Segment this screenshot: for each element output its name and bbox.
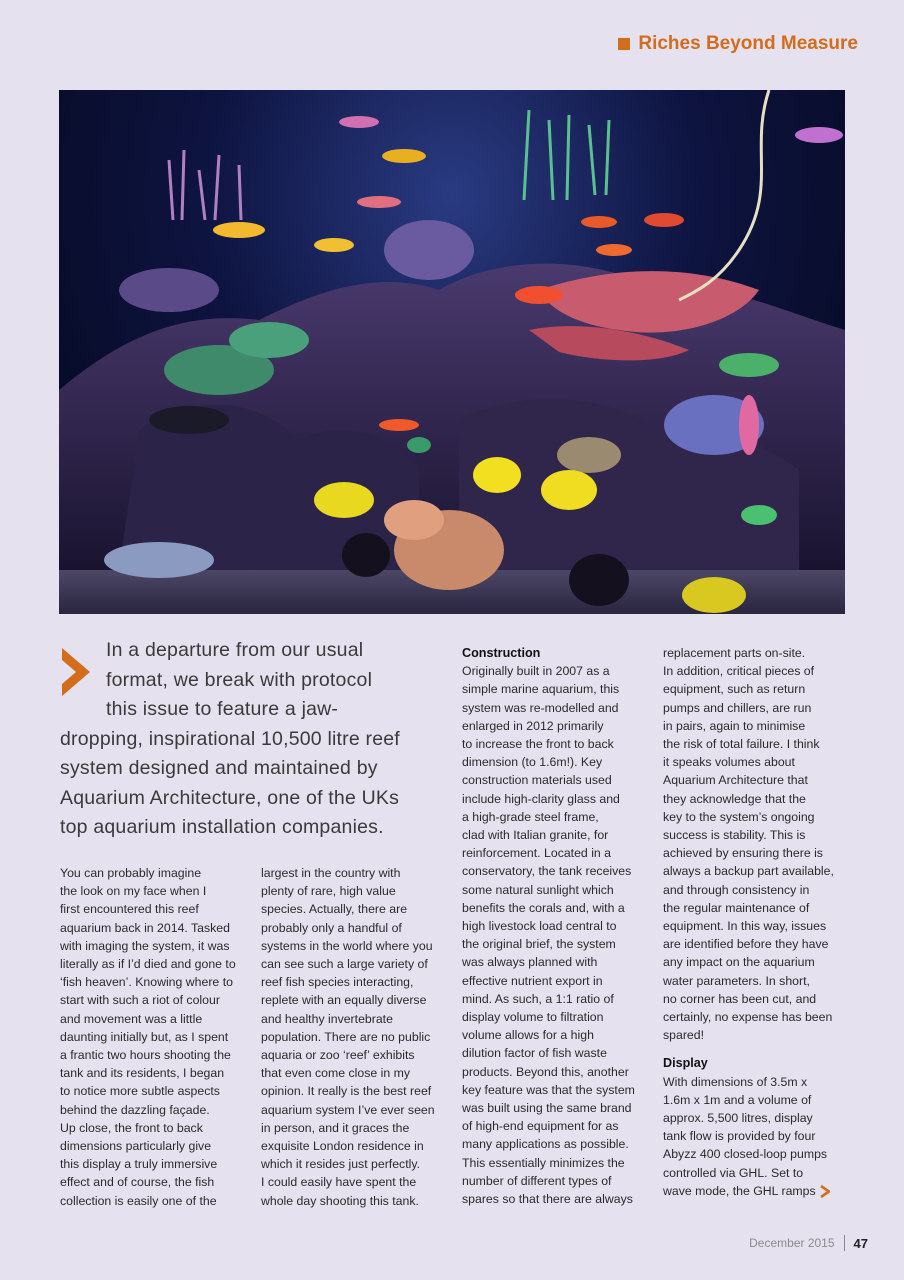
- intro-line: top aquarium installation companies.: [60, 816, 384, 838]
- body-line: reef fish species interacting,: [261, 975, 414, 990]
- body-line: 1.6m x 1m and a volume of: [663, 1092, 812, 1107]
- body-line: any impact on the aquarium: [663, 955, 815, 970]
- section-header: [618, 33, 858, 55]
- body-line: system was re-modelled and: [462, 700, 619, 715]
- body-line: are identified before they have: [663, 937, 829, 952]
- body-line: Originally built in 2007 as a: [462, 664, 610, 679]
- body-line: collection is easily one of the: [60, 1193, 217, 1208]
- body-line: start with such a riot of colour: [60, 993, 220, 1008]
- body-line: tank and its residents, I began: [60, 1066, 225, 1081]
- body-line: probably only a handful of: [261, 920, 402, 935]
- body-line: in pairs, again to minimise: [663, 718, 806, 733]
- body-line: You can probably imagine: [60, 866, 202, 880]
- body-line: achieved by ensuring there is: [663, 846, 823, 861]
- body-line: approx. 5,500 litres, display: [663, 1111, 813, 1126]
- body-line: conservatory, the tank receives: [462, 864, 632, 879]
- body-line: many applications as possible.: [462, 1137, 629, 1152]
- body-line: some natural sunlight which: [462, 882, 614, 897]
- body-line: daunting initially but, as I spent: [60, 1029, 229, 1044]
- body-line: include high-clarity glass and: [462, 791, 620, 806]
- body-line: certainly, no expense has been: [663, 1010, 833, 1025]
- section-title: Riches Beyond Measure: [638, 33, 858, 54]
- body-line: the look on my face when I: [60, 884, 207, 899]
- display-heading: Display: [663, 1056, 708, 1071]
- body-line: tank flow is provided by four: [663, 1129, 816, 1144]
- body-line: equipment, such as return: [663, 682, 806, 697]
- body-line: behind the dazzling façade.: [60, 1102, 210, 1117]
- body-line: I could easily have spent the: [261, 1175, 417, 1190]
- body-line: aquarium system I’ve ever seen: [261, 1102, 435, 1117]
- body-line: in person, and it graces the: [261, 1120, 410, 1135]
- body-line: Abyzz 400 closed-loop pumps: [663, 1147, 828, 1162]
- body-line: This essentially minimizes the: [462, 1155, 625, 1170]
- body-line: they acknowledge that the: [663, 791, 806, 806]
- body-line: a frantic two hours shooting the: [60, 1048, 231, 1063]
- issue-date: December 2015: [749, 1236, 835, 1250]
- body-line: species. Actually, there are: [261, 902, 408, 917]
- body-line: this display a truly immersive: [60, 1157, 218, 1172]
- body-line: which it resides just perfectly.: [261, 1157, 421, 1172]
- body-line: that even come close in my: [261, 1066, 410, 1081]
- body-line: population. There are no public: [261, 1029, 431, 1044]
- body-line: the regular maintenance of: [663, 900, 810, 915]
- body-line: key to the system’s ongoing: [663, 809, 815, 824]
- body-line: aquarium back in 2014. Tasked: [60, 920, 230, 935]
- intro-line: format, we break with protocol: [106, 668, 373, 691]
- body-line: water parameters. In short,: [663, 973, 810, 988]
- body-line: products. Beyond this, another: [462, 1064, 629, 1079]
- body-line: was always planned with: [462, 955, 598, 970]
- body-line: and healthy invertebrate: [261, 1011, 393, 1026]
- body-line: Up close, the front to back: [60, 1120, 203, 1135]
- body-line: effective nutrient export in: [462, 973, 603, 988]
- body-line: In addition, critical pieces of: [663, 664, 815, 679]
- body-line: it speaks volumes about: [663, 755, 795, 770]
- section-square-icon: [618, 38, 630, 50]
- body-line: high livestock load central to: [462, 919, 617, 934]
- body-line: benefits the corals and, with a: [462, 900, 625, 915]
- body-line: Aquarium Architecture that: [663, 773, 808, 788]
- footer-divider: [844, 1235, 845, 1251]
- intro-line: system designed and maintained by: [60, 757, 378, 779]
- body-line: construction materials used: [462, 773, 612, 788]
- body-line: equipment. In this way, issues: [663, 919, 827, 934]
- body-line: opinion. It really is the best reef: [261, 1084, 432, 1099]
- body-line: display volume to filtration: [462, 1010, 604, 1025]
- body-line: ‘fish heaven’. Knowing where to: [60, 975, 233, 990]
- body-line: With dimensions of 3.5m x: [663, 1074, 808, 1089]
- body-line: literally as if I’d died and gone to: [60, 957, 236, 972]
- body-line: replete with an equally diverse: [261, 993, 427, 1008]
- body-line: spared!: [663, 1028, 705, 1043]
- body-line: reinforcement. Located in a: [462, 846, 612, 861]
- body-line: dilution factor of fish waste: [462, 1046, 607, 1061]
- body-column-2: [261, 864, 443, 1210]
- intro-line: Aquarium Architecture, one of the UKs: [60, 786, 400, 809]
- body-line: controlled via GHL. Set to: [663, 1165, 804, 1180]
- body-line: pumps and chillers, are run: [663, 700, 812, 715]
- body-line: simple marine aquarium, this: [462, 682, 620, 697]
- body-line: dimensions particularly give: [60, 1139, 212, 1154]
- intro-line: dropping, inspirational 10,500 litre reef: [60, 727, 400, 750]
- body-line: volume allows for a high: [462, 1028, 594, 1043]
- body-line: key feature was that the system: [462, 1082, 635, 1097]
- body-line: mind. As such, a 1:1 ratio of: [462, 991, 614, 1006]
- page-number: 47: [853, 1235, 868, 1251]
- body-line: the original brief, the system: [462, 937, 616, 952]
- body-line: and through consistency in: [663, 882, 810, 897]
- body-line: spares so that there are always: [462, 1192, 633, 1207]
- body-line: always a backup part available,: [663, 864, 834, 879]
- continue-arrow-icon: [820, 1185, 830, 1198]
- body-line: first encountered this reef: [60, 902, 199, 917]
- intro-line: this issue to feature a jaw-: [106, 698, 339, 720]
- body-line: with imaging the system, it was: [60, 938, 230, 953]
- page-footer: [749, 1235, 868, 1251]
- body-line: success is stability. This is: [663, 828, 806, 843]
- body-line: largest in the country with: [261, 866, 401, 880]
- construction-heading: Construction: [462, 646, 541, 660]
- intro-standfirst: [60, 636, 445, 843]
- body-column-3: [462, 644, 644, 1208]
- body-line: and movement was a little: [60, 1011, 203, 1026]
- body-line: was built using the same brand: [462, 1101, 632, 1116]
- body-line: replacement parts on-site.: [663, 646, 806, 660]
- body-line: can see such a large variety of: [261, 957, 428, 972]
- body-line: aquaria or zoo ‘reef’ exhibits: [261, 1048, 415, 1063]
- body-line: to notice more subtle aspects: [60, 1084, 220, 1099]
- body-line: exquisite London residence in: [261, 1139, 424, 1154]
- body-line: no corner has been cut, and: [663, 991, 817, 1006]
- body-line: whole day shooting this tank.: [261, 1193, 419, 1208]
- body-line: to increase the front to back: [462, 737, 614, 752]
- body-column-4: [663, 644, 845, 1200]
- body-line: the risk of total failure. I think: [663, 737, 820, 752]
- body-line-last: [663, 1182, 845, 1200]
- body-line: effect and of course, the fish: [60, 1175, 215, 1190]
- body-line-text: wave mode, the GHL ramps: [663, 1183, 816, 1198]
- body-line: systems in the world where you: [261, 938, 433, 953]
- body-line: number of different types of: [462, 1173, 612, 1188]
- body-line: plenty of rare, high value: [261, 884, 396, 899]
- body-line: clad with Italian granite, for: [462, 828, 609, 843]
- body-line: of high-end equipment for as: [462, 1119, 619, 1134]
- body-column-1: [60, 864, 242, 1210]
- intro-line: In a departure from our usual: [106, 639, 364, 661]
- body-line: dimension (to 1.6m!). Key: [462, 755, 603, 770]
- body-line: a high-grade steel frame,: [462, 809, 599, 824]
- body-line: enlarged in 2012 primarily: [462, 718, 604, 733]
- reef-aquarium-photo: [59, 90, 845, 614]
